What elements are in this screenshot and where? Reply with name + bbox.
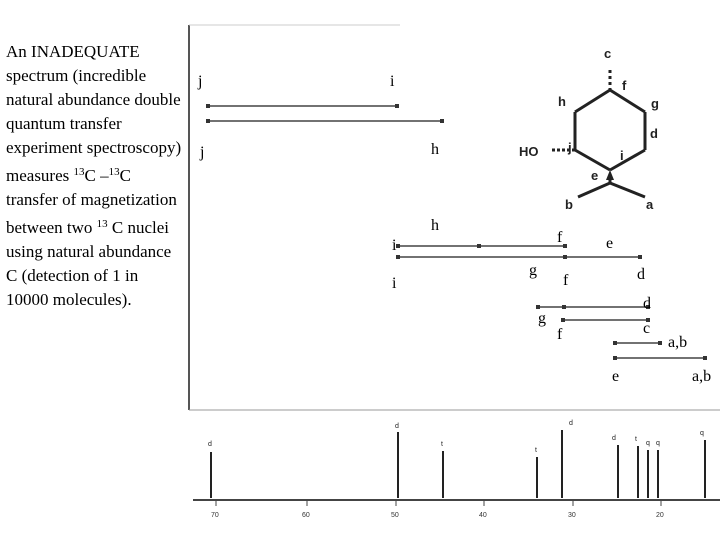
axis-tick-label: 70: [211, 512, 219, 519]
peak-multiplicity: t: [635, 436, 637, 443]
spectrum-peaks: [211, 430, 705, 498]
cross-peaks: [206, 104, 707, 360]
peak-multiplicity: q: [656, 440, 660, 447]
correlation-label-g: g: [529, 262, 537, 279]
correlation-label-h: h: [431, 141, 439, 158]
molecule-atom-d: d: [650, 126, 658, 141]
molecule-atom-f: f: [622, 78, 627, 93]
correlation-label-f: f: [557, 326, 563, 343]
molecule-atom-a: a: [646, 197, 654, 212]
inadequate-2d-panel: [189, 25, 720, 410]
axis-tick-label: 20: [656, 512, 664, 519]
axis-tick-label: 60: [302, 512, 310, 519]
correlation-label-i: i: [392, 237, 397, 254]
correlation-label-f: f: [557, 229, 563, 246]
correlation-label-e: e: [606, 235, 614, 252]
correlation-label-i: i: [392, 275, 397, 292]
peak-multiplicity: d: [569, 420, 573, 427]
correlation-lines: [208, 106, 705, 358]
correlation-label-f: f: [563, 272, 569, 289]
molecule-atom-c: c: [604, 46, 612, 61]
molecule-atom-g: g: [651, 96, 659, 111]
peak-multiplicity: d: [395, 423, 399, 430]
correlation-label-i: i: [390, 73, 395, 90]
correlation-label-j: j: [198, 73, 203, 90]
axis-tick-label: 30: [568, 512, 576, 519]
correlation-label-e: e: [612, 368, 620, 385]
molecule-atom-b: b: [565, 197, 573, 212]
carbon-13-spectrum: [193, 420, 720, 519]
peak-multiplicity: d: [612, 435, 616, 442]
correlation-label-j: j: [200, 144, 205, 161]
molecule-structure: [552, 70, 645, 197]
axis-tick-label: 40: [479, 512, 487, 519]
molecule-atom-i: i: [620, 148, 624, 163]
correlation-label-ab: a,b: [692, 368, 712, 385]
molecule-oh-label: HO: [519, 144, 539, 159]
correlation-label-g: g: [538, 310, 546, 327]
correlation-label-h: h: [431, 217, 439, 234]
figure-caption: An INADEQUATE spectrum (incredible natural abundance double quantum transfer experiment spectroscopy) measures $^{13}$C –$^{13}$C transfer of magnetization between two $^{13}$ C nuclei using natural abundance C (detection of 1 in 10000 molecules).: [6, 42, 182, 309]
peak-multiplicity: t: [535, 447, 537, 454]
molecule-atom-h: h: [558, 94, 566, 109]
molecule-atom-e: e: [591, 168, 599, 183]
peak-multiplicity: t: [441, 441, 443, 448]
molecule-atom-j: j: [568, 140, 572, 155]
correlation-label-d: d: [643, 295, 651, 312]
peak-multiplicity: q: [646, 440, 650, 447]
peak-multiplicity: d: [208, 441, 212, 448]
correlation-label-ab: a,b: [668, 334, 688, 351]
correlation-label-c: c: [643, 320, 651, 337]
peak-multiplicity: q: [700, 430, 704, 437]
axis-tick-label: 50: [391, 512, 399, 519]
correlation-label-d: d: [637, 266, 645, 283]
